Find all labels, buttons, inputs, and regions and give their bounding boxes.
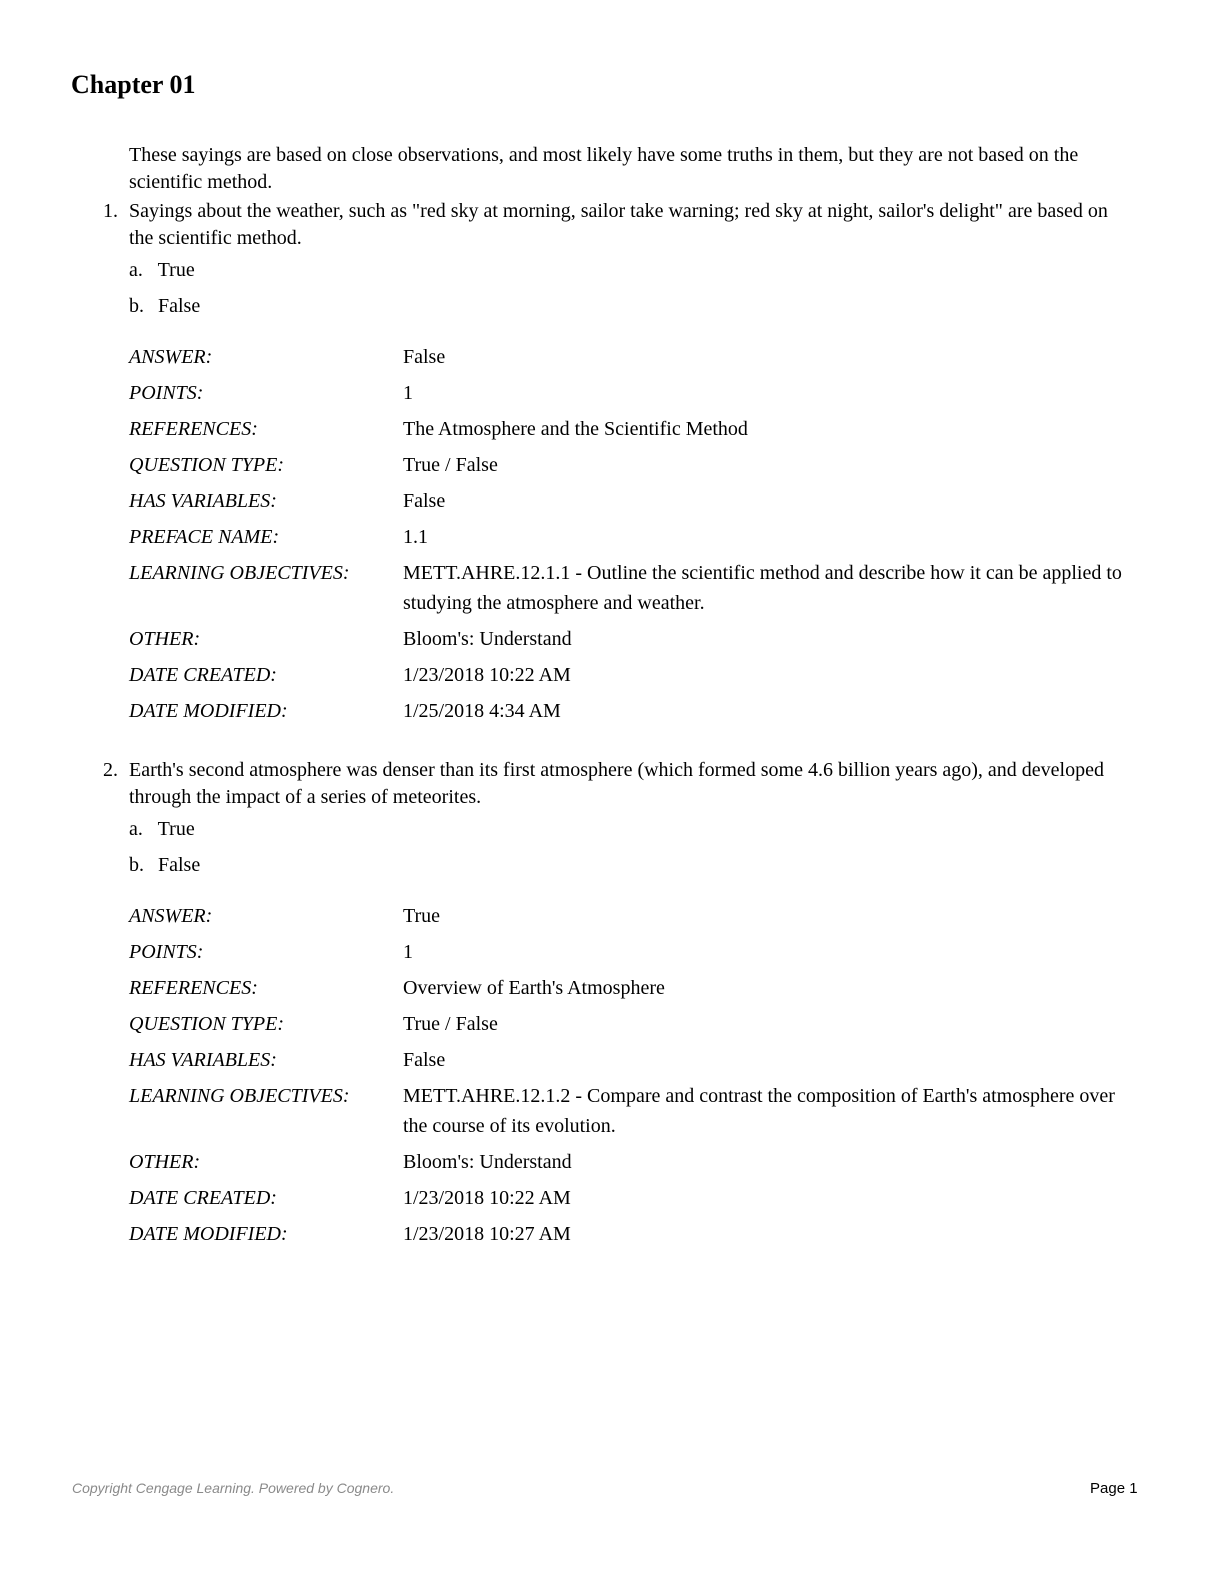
footer-copyright: Copyright Cengage Learning. Powered by Cognero. — [72, 1480, 395, 1496]
chapter-title: Chapter 01 — [71, 70, 196, 99]
option-a — [129, 257, 195, 284]
meta-value: Bloom's: Understand — [403, 628, 572, 650]
meta-value: 1/23/2018 10:22 AM — [403, 1187, 571, 1209]
meta-value: True / False — [403, 1013, 498, 1035]
meta-label: REFERENCES: — [129, 977, 258, 999]
option-text: True — [157, 259, 195, 281]
meta-label: ANSWER: — [129, 905, 213, 927]
meta-value: 1 — [403, 382, 413, 404]
question-number: 2. — [103, 759, 118, 781]
meta-row-references — [129, 973, 1139, 1009]
meta-row-other — [129, 1147, 1139, 1183]
meta-label: HAS VARIABLES: — [129, 1049, 277, 1071]
meta-row-date-created — [129, 660, 1139, 696]
meta-row-has-variables — [129, 1045, 1139, 1081]
option-text: False — [158, 295, 201, 317]
option-b — [129, 852, 200, 879]
meta-label: LEARNING OBJECTIVES: — [129, 1085, 350, 1107]
question-text: Sayings about the weather, such as "red sky at morning, sailor take warning; red sky at night, sailor's delight" are based on the scientific method. — [129, 200, 1108, 249]
option-text: True — [157, 818, 195, 840]
meta-value: True / False — [403, 454, 498, 476]
meta-value: False — [403, 490, 446, 512]
question-metadata — [129, 901, 1139, 1255]
meta-row-question-type — [129, 450, 1139, 486]
meta-label: ANSWER: — [129, 346, 213, 368]
meta-label: POINTS: — [129, 382, 204, 404]
meta-row-points — [129, 937, 1139, 973]
meta-row-question-type — [129, 1009, 1139, 1045]
question-text: Earth's second atmosphere was denser than its first atmosphere (which formed some 4.6 billion years ago), and developed through the impact of a series of meteorites. — [129, 759, 1104, 808]
meta-value: 1.1 — [403, 526, 428, 548]
meta-label: DATE MODIFIED: — [129, 1223, 288, 1245]
footer-page-number: Page 1 — [1090, 1480, 1138, 1497]
meta-row-date-created — [129, 1183, 1139, 1219]
meta-row-references — [129, 414, 1139, 450]
question-number: 1. — [103, 200, 118, 222]
meta-row-has-variables — [129, 486, 1139, 522]
meta-value: METT.AHRE.12.1.2 - Compare and contrast the composition of Earth's atmosphere over the course of its evolution. — [403, 1085, 1115, 1137]
meta-value: False — [403, 1049, 446, 1071]
meta-value: Bloom's: Understand — [403, 1151, 572, 1173]
meta-value: METT.AHRE.12.1.1 - Outline the scientific method and describe how it can be applied to studying the atmosphere and weather. — [403, 562, 1122, 614]
meta-row-other — [129, 624, 1139, 660]
meta-row-learning-objectives — [129, 558, 1139, 624]
meta-label: REFERENCES: — [129, 418, 258, 440]
meta-label: LEARNING OBJECTIVES: — [129, 562, 350, 584]
meta-row-date-modified — [129, 1219, 1139, 1255]
meta-value: 1/25/2018 4:34 AM — [403, 700, 561, 722]
question-stem — [103, 198, 1119, 252]
meta-label: QUESTION TYPE: — [129, 454, 285, 476]
option-letter: a. — [129, 818, 143, 840]
preface-text: These sayings are based on close observations, and most likely have some truths in them, but they are not based on the scientific method. — [129, 144, 1079, 193]
meta-value: 1 — [403, 941, 413, 963]
option-letter: a. — [129, 259, 143, 281]
meta-label: DATE CREATED: — [129, 664, 277, 686]
question-stem — [103, 757, 1119, 811]
option-b — [129, 293, 200, 320]
meta-value: The Atmosphere and the Scientific Method — [403, 418, 748, 440]
meta-value: Overview of Earth's Atmosphere — [403, 977, 665, 999]
meta-value: True — [403, 905, 441, 927]
option-letter: b. — [129, 295, 144, 317]
meta-row-points — [129, 378, 1139, 414]
meta-row-answer — [129, 342, 1139, 378]
meta-label: DATE MODIFIED: — [129, 700, 288, 722]
meta-row-answer — [129, 901, 1139, 937]
option-letter: b. — [129, 854, 144, 876]
meta-label: PREFACE NAME: — [129, 526, 280, 548]
meta-label: OTHER: — [129, 628, 201, 650]
meta-label: POINTS: — [129, 941, 204, 963]
meta-row-learning-objectives — [129, 1081, 1139, 1147]
meta-label: HAS VARIABLES: — [129, 490, 277, 512]
meta-label: DATE CREATED: — [129, 1187, 277, 1209]
meta-label: OTHER: — [129, 1151, 201, 1173]
meta-value: 1/23/2018 10:22 AM — [403, 664, 571, 686]
meta-row-preface-name — [129, 522, 1139, 558]
meta-row-date-modified — [129, 696, 1139, 732]
meta-value: False — [403, 346, 446, 368]
meta-value: 1/23/2018 10:27 AM — [403, 1223, 571, 1245]
option-text: False — [158, 854, 201, 876]
question-metadata — [129, 342, 1139, 732]
meta-label: QUESTION TYPE: — [129, 1013, 285, 1035]
option-a — [129, 816, 195, 843]
